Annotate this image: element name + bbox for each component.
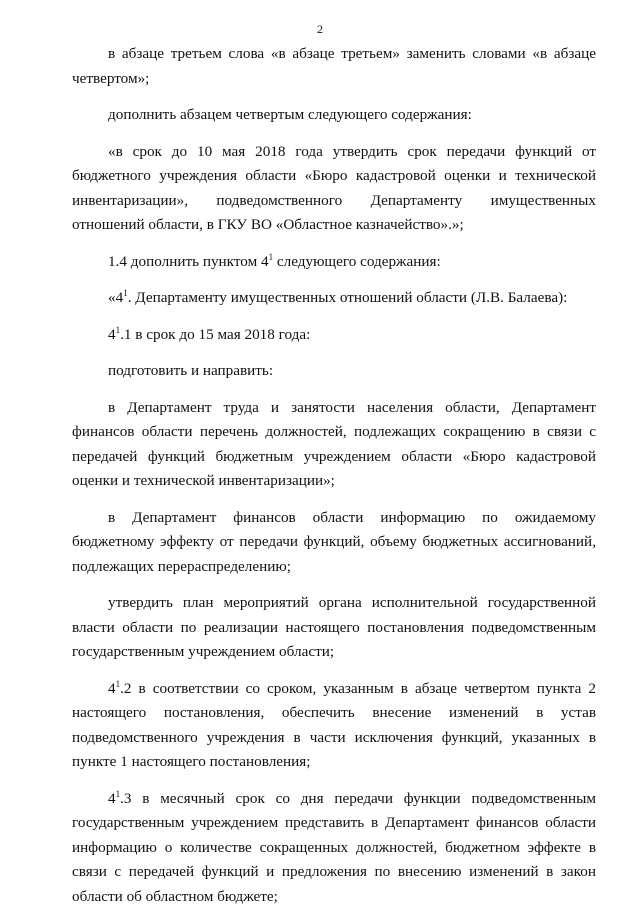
- paragraph-5-text-end: . Департаменту имущественных отношений области (Л.В. Балаева):: [128, 289, 568, 306]
- paragraph-5-text: «4: [108, 289, 123, 306]
- document-body: [72, 42, 596, 909]
- paragraph-6: [72, 323, 596, 348]
- page-number: 2: [0, 22, 640, 37]
- paragraph-12: [72, 787, 596, 909]
- paragraph-3: «в срок до 10 мая 2018 года утвердить срок передачи функций от бюджетного учреждения области «Бюро кадастровой оценки и технической инвентаризации», подведомственного Департаменту имущественных отношений области, в ГКУ ВО «Областное казначейство».»;: [72, 140, 596, 238]
- paragraph-11: [72, 677, 596, 775]
- paragraph-6-text-end: .1 в срок до 15 мая 2018 года:: [120, 326, 310, 343]
- superscript: 1: [116, 324, 121, 334]
- paragraph-12-text: 4: [108, 790, 116, 807]
- paragraph-10: утвердить план мероприятий органа исполнительной государственной власти области по реализации настоящего постановления подведомственным государственным учреждением области;: [72, 591, 596, 665]
- paragraph-12-text-end: .3 в месячный срок со дня передачи функции подведомственным государственным учреждением представить в Департамент финансов области информацию о количестве сокращенных должностей, бюджетном эффекте в связи с передачей функций и предложения по внесению изменений в закон области об областном бюджете;: [72, 790, 596, 905]
- paragraph-4-text-end: следующего содержания:: [273, 253, 441, 270]
- paragraph-11-text-end: .2 в соответствии со сроком, указанным в абзаце четвертом пункта 2 настоящего постановления, обеспечить внесение изменений в устав подведомственного учреждения в части исключения функций, указанных в пункте 1 настоящего постановления;: [72, 680, 596, 771]
- superscript: 1: [269, 251, 274, 261]
- paragraph-2: дополнить абзацем четвертым следующего содержания:: [72, 103, 596, 128]
- paragraph-7: подготовить и направить:: [72, 359, 596, 384]
- paragraph-5: [72, 286, 596, 311]
- superscript: 1: [116, 788, 121, 798]
- paragraph-6-text: 4: [108, 326, 116, 343]
- paragraph-11-text: 4: [108, 680, 116, 697]
- paragraph-8: в Департамент труда и занятости населения области, Департамент финансов области перечень должностей, подлежащих сокращению в связи с передачей функций бюджетным учреждением области «Бюро кадастровой оценки и технической инвентаризации»;: [72, 396, 596, 494]
- paragraph-4: [72, 250, 596, 275]
- paragraph-4-text: 1.4 дополнить пунктом 4: [108, 253, 269, 270]
- superscript: 1: [116, 678, 121, 688]
- paragraph-1: в абзаце третьем слова «в абзаце третьем» заменить словами «в абзаце четвертом»;: [72, 42, 596, 91]
- superscript: 1: [123, 288, 128, 298]
- paragraph-9: в Департамент финансов области информацию по ожидаемому бюджетному эффекту от передачи функций, объему бюджетных ассигнований, подлежащих перераспределению;: [72, 506, 596, 580]
